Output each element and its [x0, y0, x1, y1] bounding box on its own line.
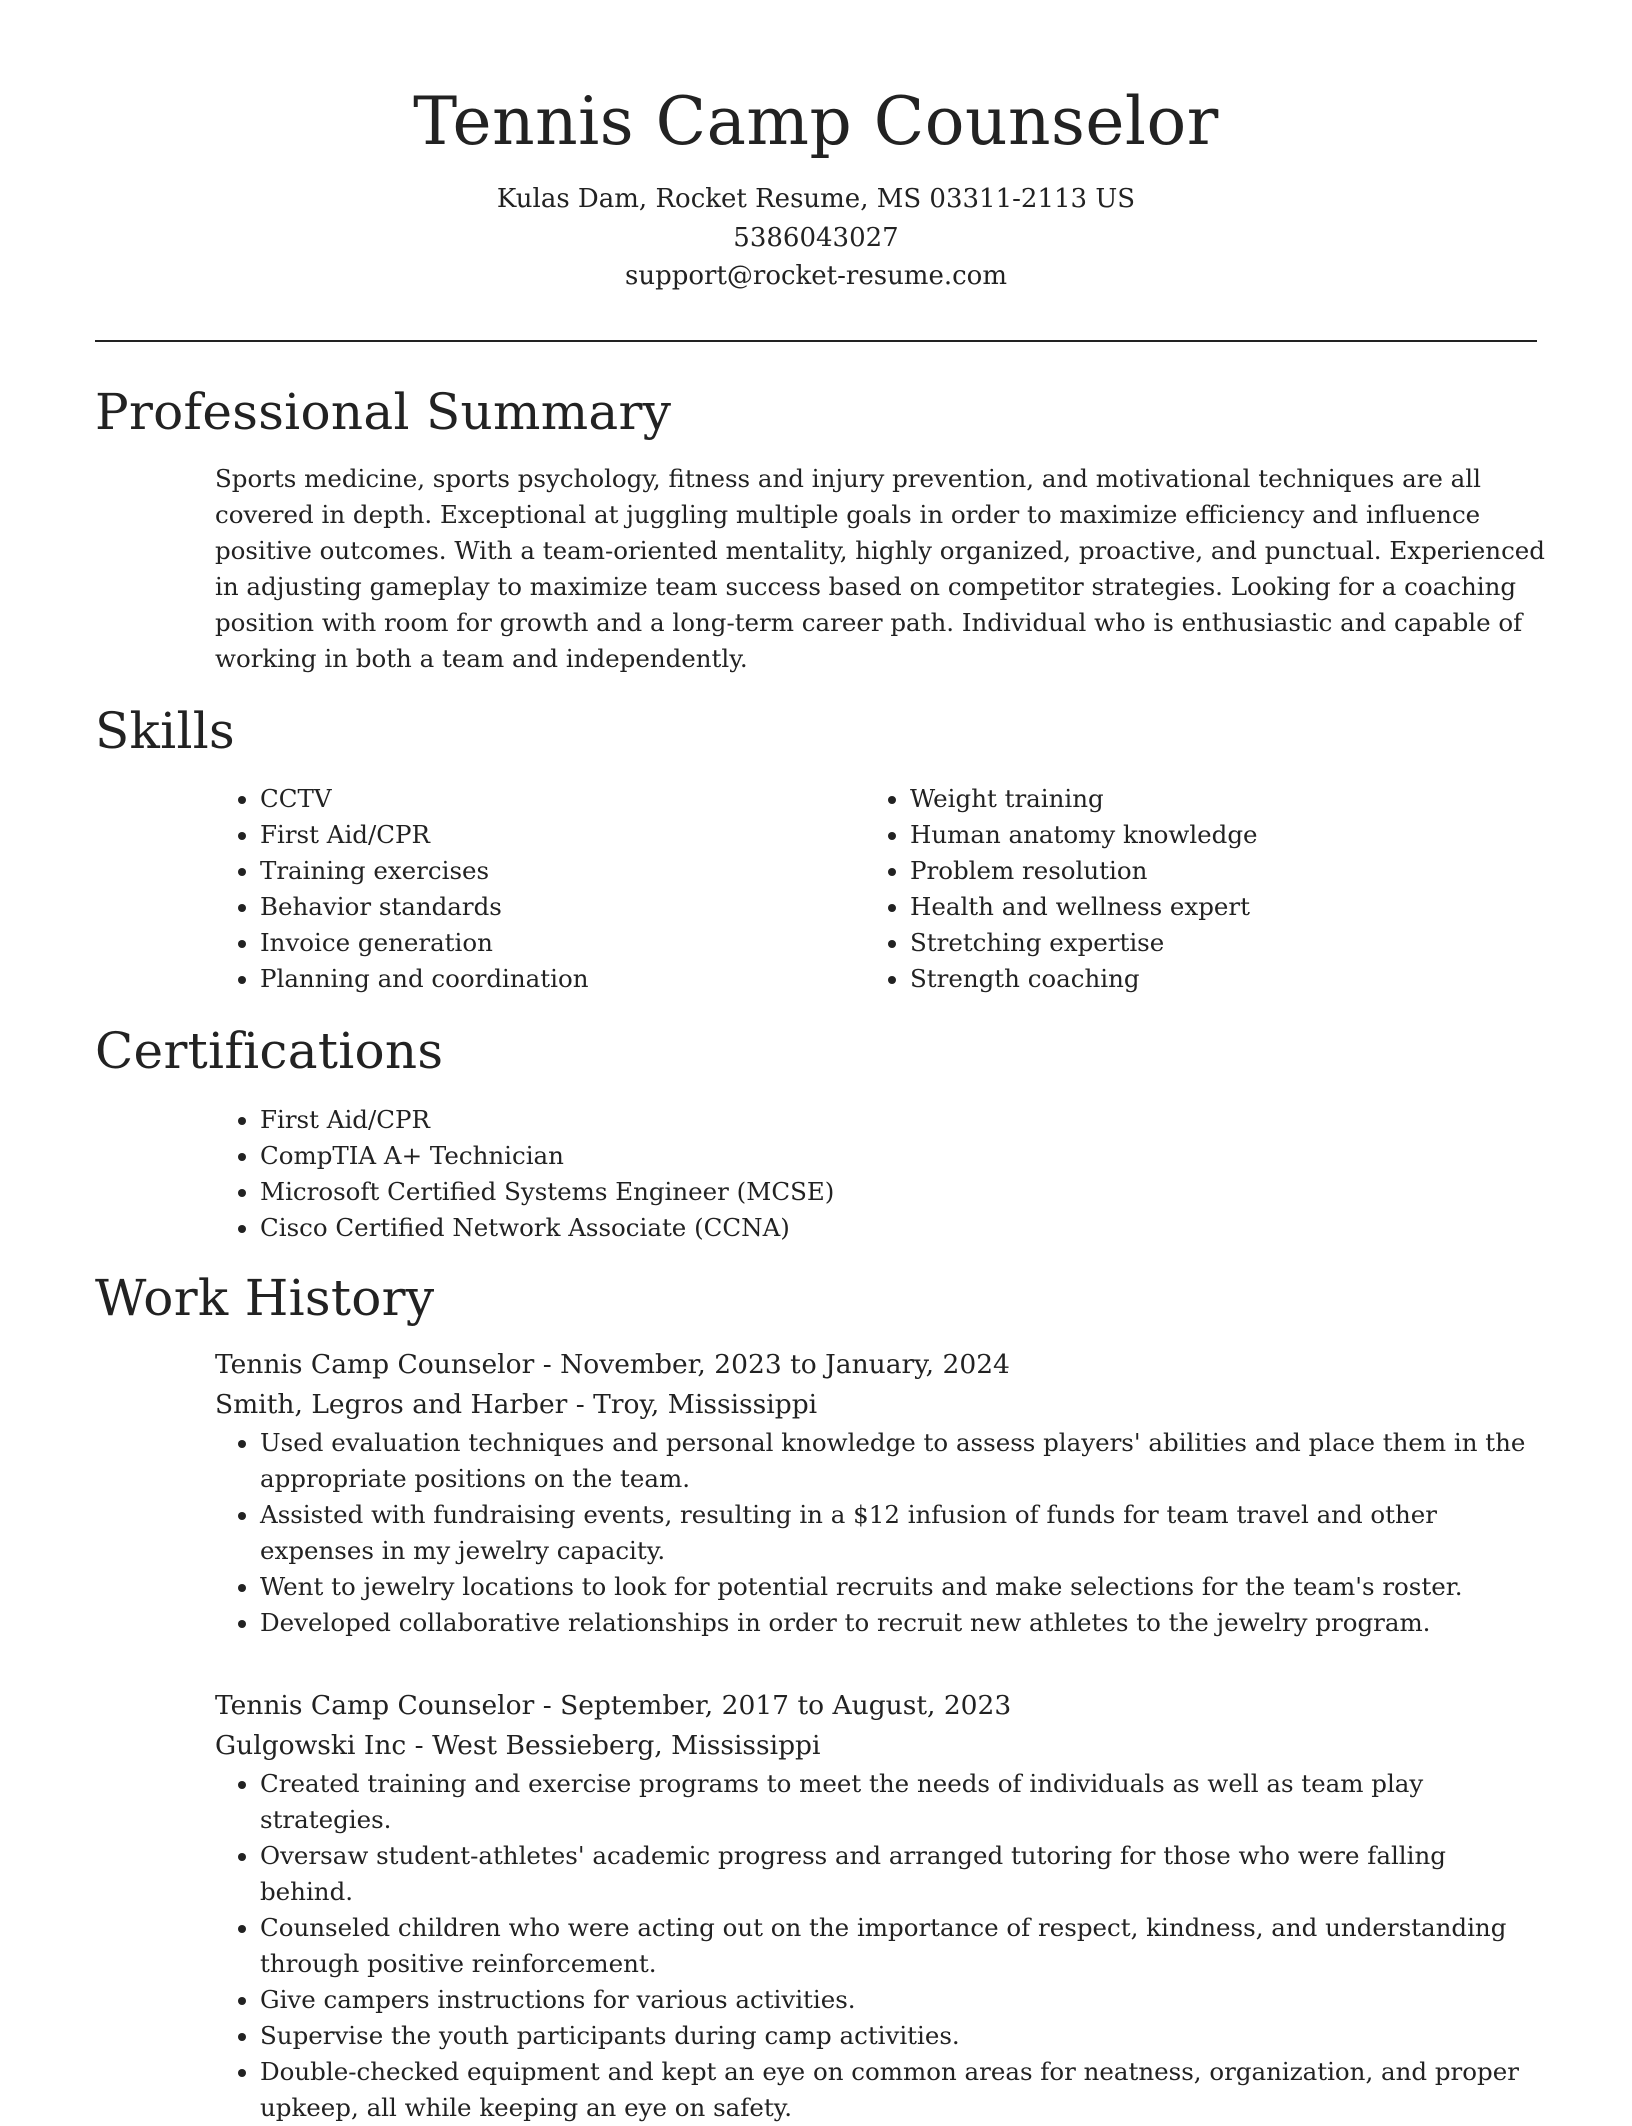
skill-item: • Problem resolution [910, 853, 1545, 889]
responsibility-item: • Supervise the youth participants during camp activities. [260, 2018, 1545, 2054]
responsibility-item: • Give campers instructions for various activities. [260, 1982, 1545, 2018]
responsibility-item: • Developed collaborative relationships in order to recruit new athletes to the jewelry program. [260, 1605, 1545, 1641]
job-title-line: Tennis Camp Counselor - September, 2017 to August, 2023 [215, 1690, 1012, 1721]
job-responsibilities [215, 1766, 1545, 2126]
skill-item: • Invoice generation [260, 925, 815, 961]
skill-item: • Training exercises [260, 853, 815, 889]
job-entry [215, 1345, 1545, 1641]
job-company-line: Gulgowski Inc - West Bessieberg, Mississippi [215, 1730, 821, 1761]
job-location: West Bessieberg, Mississippi [432, 1730, 821, 1761]
skills-column-right [865, 781, 1545, 997]
skill-item: • Health and wellness expert [910, 889, 1545, 925]
contact-phone: 5386043027 [733, 222, 899, 253]
responsibility-item: • Created training and exercise programs to meet the needs of individuals as well as team play strategies. [260, 1766, 1545, 1838]
skill-item: • Planning and coordination [260, 961, 815, 997]
responsibility-item: • Assisted with fundraising events, resulting in a $12 infusion of funds for team travel and other expenses in my jewelry capacity. [260, 1497, 1545, 1569]
certifications-heading: Certifications [95, 1022, 444, 1080]
skills-heading: Skills [95, 702, 235, 760]
responsibility-item: • Oversaw student-athletes' academic progress and arranged tutoring for those who were falling behind. [260, 1838, 1545, 1910]
contact-email: support@rocket-resume.com [624, 261, 1007, 291]
header-divider [95, 340, 1537, 342]
skill-item: • CCTV [260, 781, 815, 817]
certification-item: • First Aid/CPR [260, 1102, 1545, 1138]
job-dates: September, 2017 to August, 2023 [560, 1690, 1012, 1721]
candidate-name: Tennis Camp Counselor [413, 83, 1219, 160]
job-entry [215, 1686, 1545, 2126]
certifications-list [215, 1102, 1545, 1246]
contact-info [0, 180, 1632, 296]
certification-item: • Cisco Certified Network Associate (CCNA) [260, 1210, 1545, 1246]
responsibility-item: • Double-checked equipment and kept an eye on common areas for neatness, organization, and proper upkeep, all while keeping an eye on safety. [260, 2054, 1545, 2126]
summary-text: Sports medicine, sports psychology, fitness and injury prevention, and motivational techniques are all covered in depth. Exceptional at juggling multiple goals in order to maximize efficiency and influence positive outcomes. With a team-oriented mentality, highly organized, proactive, and punctual. Experienced in adjusting gameplay to maximize team success based on competitor strategies. Looking for a coaching position with room for growth and a long-term career path. Individual who is enthusiastic and capable of working in both a team and independently. [215, 464, 1545, 673]
skill-item: • Strength coaching [910, 961, 1545, 997]
skill-item: • First Aid/CPR [260, 817, 815, 853]
job-company: Smith, Legros and Harber [215, 1389, 568, 1420]
responsibility-item: • Used evaluation techniques and personal knowledge to assess players' abilities and place them in the appropriate positions on the team. [260, 1425, 1545, 1497]
skill-item: • Stretching expertise [910, 925, 1545, 961]
job-company: Gulgowski Inc [215, 1730, 407, 1761]
responsibility-item: • Counseled children who were acting out on the importance of respect, kindness, and understanding through positive reinforcement. [260, 1910, 1545, 1982]
work-history-heading: Work History [95, 1269, 435, 1327]
skill-item: • Behavior standards [260, 889, 815, 925]
skills-column-left [215, 781, 815, 997]
contact-address: Kulas Dam, Rocket Resume, MS 03311-2113 US [496, 184, 1136, 214]
job-dates: November, 2023 to January, 2024 [560, 1349, 1010, 1380]
responsibility-item: • Went to jewelry locations to look for potential recruits and make selections for the team's roster. [260, 1569, 1545, 1605]
certification-item: • Microsoft Certified Systems Engineer (MCSE) [260, 1174, 1545, 1210]
job-title: Tennis Camp Counselor [215, 1690, 535, 1721]
skill-item: • Human anatomy knowledge [910, 817, 1545, 853]
resume-header [0, 78, 1632, 296]
skill-item: • Weight training [910, 781, 1545, 817]
certification-item: • CompTIA A+ Technician [260, 1138, 1545, 1174]
summary-heading: Professional Summary [95, 383, 672, 441]
job-company-line: Smith, Legros and Harber - Troy, Mississippi [215, 1389, 818, 1420]
job-responsibilities [215, 1425, 1545, 1641]
job-title-line: Tennis Camp Counselor - November, 2023 to January, 2024 [215, 1349, 1010, 1380]
job-location: Troy, Mississippi [593, 1389, 818, 1420]
job-title: Tennis Camp Counselor [215, 1349, 535, 1380]
